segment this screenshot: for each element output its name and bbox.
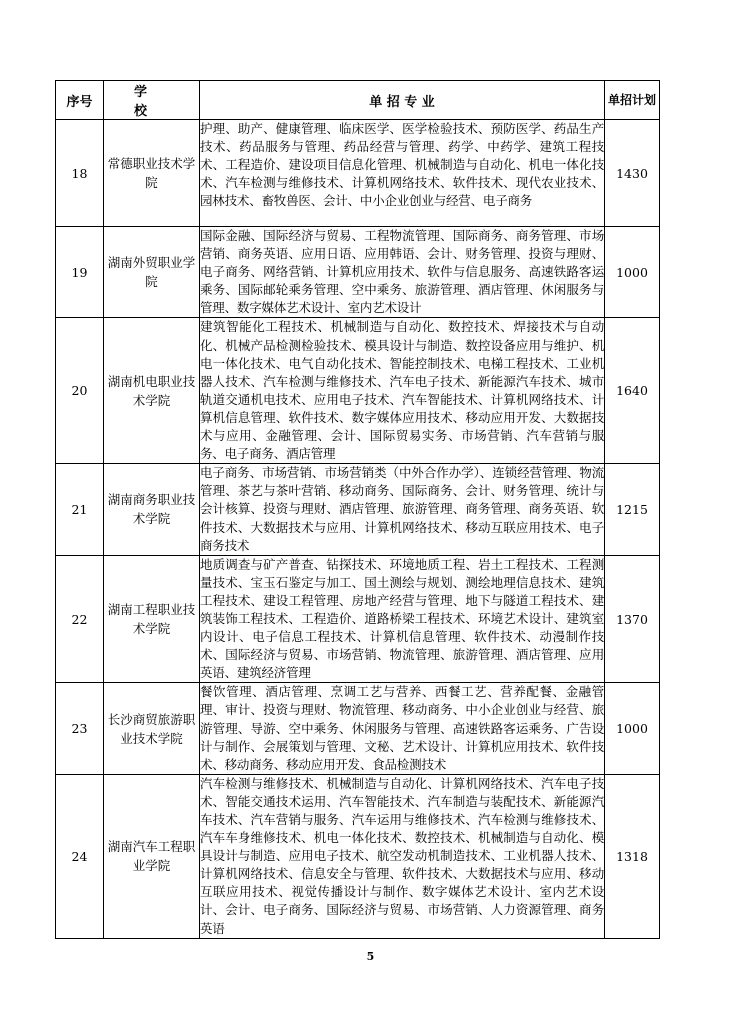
school-name: 湖南工程职业技术学院 <box>104 555 200 683</box>
school-name: 湖南商务职业技术学院 <box>104 464 200 555</box>
row-number: 19 <box>56 227 104 318</box>
row-number: 24 <box>56 774 104 938</box>
page-number: 5 <box>366 950 375 963</box>
plan-count: 1370 <box>605 555 660 683</box>
row-number: 21 <box>56 464 104 555</box>
row-number: 22 <box>56 555 104 683</box>
plan-count: 1215 <box>605 464 660 555</box>
major-list: 建筑智能化工程技术、机械制造与自动化、数控技术、焊接技术与自动化、机械产品检测检验技术、模具设计与制造、数控设备应用与维护、机电一体化技术、电气自动化技术、智能控制技术、电梯工程技术、工业机器人技术、汽车检测与维修技术、汽车电子技术、新能源汽车技术、城市轨道交通机电技术、应用电子技术、汽车智能技术、计算机网络技术、计算机信息管理、软件技术、数字媒体应用技术、移动应用开发、大数据技术与应用、金融管理、会计、国际贸易实务、市场营销、汽车营销与服务、电子商务、酒店管理 <box>200 318 605 464</box>
row-number: 23 <box>56 683 104 774</box>
table-row <box>56 120 660 227</box>
row-number: 18 <box>56 120 104 227</box>
school-name: 湖南汽车工程职业学院 <box>104 774 200 938</box>
plan-count: 1640 <box>605 318 660 464</box>
major-list: 电子商务、市场营销、市场营销类（中外合作办学）、连锁经营管理、物流管理、茶艺与茶叶营销、移动商务、国际商务、会计、财务管理、统计与会计核算、投资与理财、酒店管理、旅游管理、商务管理、商务英语、软件技术、大数据技术与应用、计算机网络技术、移动互联应用技术、电子商务技术 <box>200 464 605 555</box>
header-no: 序号 <box>56 81 104 120</box>
header-school: 学 校 <box>104 81 200 120</box>
header-plan: 单招计划 <box>605 81 660 120</box>
major-list: 护理、助产、健康管理、临床医学、医学检验技术、预防医学、药品生产技术、药品服务与管理、药品经营与管理、药学、中药学、建筑工程技术、工程造价、建设项目信息化管理、机械制造与自动化、机电一体化技术、汽车检测与维修技术、计算机网络技术、软件技术、现代农业技术、园林技术、畜牧兽医、会计、中小企业创业与经营、电子商务 <box>200 120 605 227</box>
plan-count: 1318 <box>605 774 660 938</box>
major-list: 国际金融、国际经济与贸易、工程物流管理、国际商务、商务管理、市场营销、商务英语、应用日语、应用韩语、会计、财务管理、投资与理财、电子商务、网络营销、计算机应用技术、软件与信息服务、高速铁路客运乘务、国际邮轮乘务管理、空中乘务、旅游管理、酒店管理、休闲服务与管理、数字媒体艺术设计、室内艺术设计 <box>200 227 605 318</box>
school-name: 湖南外贸职业学院 <box>104 227 200 318</box>
school-name: 湖南机电职业技术学院 <box>104 318 200 464</box>
table-row <box>56 555 660 683</box>
plan-count: 1000 <box>605 227 660 318</box>
header-majors: 单 招 专 业 <box>200 81 605 120</box>
school-name: 常德职业技术学院 <box>104 120 200 227</box>
major-list: 地质调查与矿产普查、钻探技术、环境地质工程、岩土工程技术、工程测量技术、宝玉石鉴定与加工、国土测绘与规划、测绘地理信息技术、建筑工程技术、建设工程管理、房地产经营与管理、地下与隧道工程技术、建筑装饰工程技术、工程造价、道路桥梁工程技术、环境艺术设计、建筑室内设计、电子信息工程技术、计算机信息管理、软件技术、动漫制作技术、国际经济与贸易、市场营销、物流管理、旅游管理、酒店管理、应用英语、建筑经济管理 <box>200 555 605 683</box>
enrollment-table <box>55 80 660 939</box>
row-number: 20 <box>56 318 104 464</box>
table-header-row <box>56 81 660 120</box>
school-name: 长沙商贸旅游职业技术学院 <box>104 683 200 774</box>
plan-count: 1000 <box>605 683 660 774</box>
table-row <box>56 464 660 555</box>
table-row <box>56 774 660 938</box>
table-row <box>56 318 660 464</box>
table-row <box>56 683 660 774</box>
plan-count: 1430 <box>605 120 660 227</box>
major-list: 汽车检测与维修技术、机械制造与自动化、计算机网络技术、汽车电子技术、智能交通技术运用、汽车智能技术、汽车制造与装配技术、新能源汽车技术、汽车营销与服务、汽车运用与维修技术、汽车检测与维修技术、汽车车身维修技术、机电一体化技术、数控技术、机械制造与自动化、模具设计与制造、应用电子技术、航空发动机制造技术、工业机器人技术、计算机网络技术、信息安全与管理、软件技术、大数据技术与应用、移动互联应用技术、视觉传播设计与制作、数字媒体艺术设计、室内艺术设计、会计、电子商务、国际经济与贸易、市场营销、人力资源管理、商务英语 <box>200 774 605 938</box>
major-list: 餐饮管理、酒店管理、烹调工艺与营养、西餐工艺、营养配餐、金融管理、审计、投资与理财、物流管理、移动商务、中小企业创业与经营、旅游管理、导游、空中乘务、休闲服务与管理、高速铁路客运乘务、广告设计与制作、会展策划与管理、文秘、艺术设计、计算机应用技术、软件技术、移动商务、移动应用开发、食品检测技术 <box>200 683 605 774</box>
table-row <box>56 227 660 318</box>
